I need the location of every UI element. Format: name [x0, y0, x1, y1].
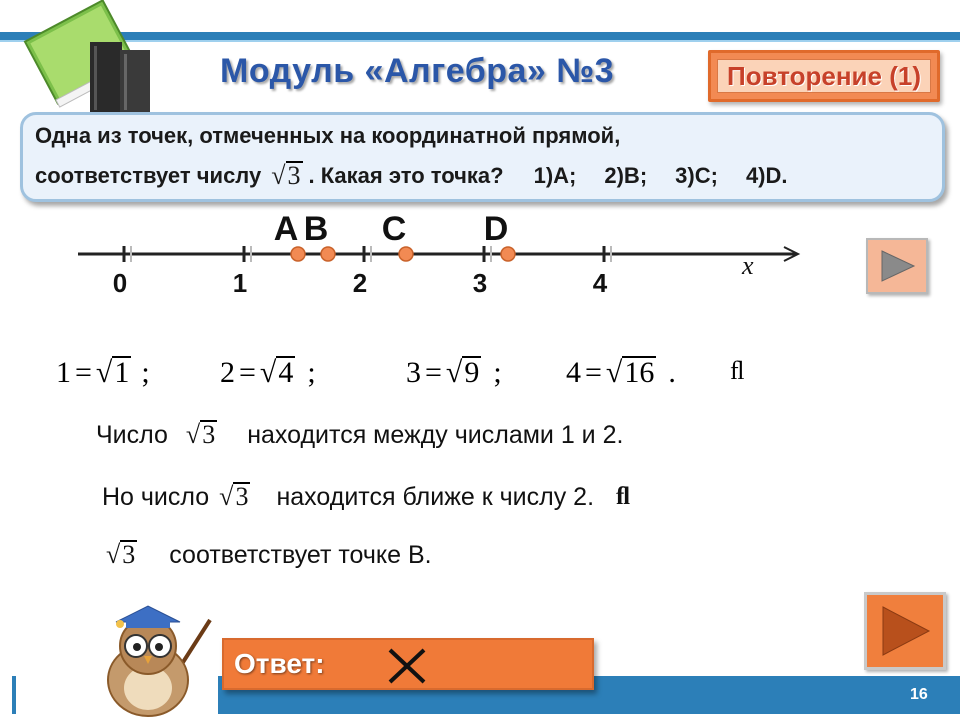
eq-radicand: 1	[114, 356, 130, 389]
sqrt-symbol: √ 3	[271, 161, 301, 190]
play-icon	[868, 240, 926, 292]
explanation-line-2: Но число √ 3 находится ближе к числу 2. ﬂ	[102, 482, 630, 511]
explanation-line-1: Число √ 3 находится между числами 1 и 2.	[96, 420, 624, 449]
equation-3: 3 = √ 9 ;	[406, 356, 502, 389]
next-button-small[interactable]	[866, 238, 928, 294]
answer-label: Ответ:	[234, 648, 325, 679]
next-button[interactable]	[864, 592, 946, 670]
eq-lhs: 4	[566, 356, 581, 389]
explanation-line-3: √ 3 соответствует точке В.	[106, 540, 432, 569]
question-box	[20, 112, 945, 202]
eq-sep: ;	[493, 356, 502, 389]
option-2[interactable]: 2)B;	[604, 163, 648, 188]
number-line	[0, 200, 820, 310]
point-c	[399, 247, 413, 261]
equation-1: 1 = √ 1 ;	[56, 356, 150, 389]
option-4[interactable]: 4)D.	[745, 163, 788, 188]
play-icon	[867, 595, 943, 667]
point-d	[501, 247, 515, 261]
cross-icon	[386, 646, 428, 686]
eq-sep: ;	[307, 356, 316, 389]
eq-lhs: 2	[220, 356, 235, 389]
radicand: 3	[235, 482, 249, 511]
point-label-b: B	[303, 210, 329, 248]
tick-label: 1	[232, 268, 248, 298]
point-label-a: A	[273, 210, 299, 248]
books-icon	[20, 0, 180, 115]
point-label-d: D	[483, 210, 509, 248]
point-label-c: C	[381, 210, 407, 248]
question-line-1: Одна из точек, отмеченных на координатной прямой,	[35, 123, 621, 148]
question-line-2	[35, 161, 788, 191]
mark-symbol: ﬂ	[730, 356, 745, 385]
question-text-pre: соответствует числу	[35, 163, 262, 188]
equation-4: 4 = √ 16 .	[566, 356, 676, 389]
page-number: 16	[910, 686, 928, 703]
equation-2: 2 = √ 4 ;	[220, 356, 316, 389]
radicand: 3	[287, 161, 301, 190]
badge-label: Повторение (1)	[727, 60, 921, 91]
point-b	[321, 247, 335, 261]
eq-lhs: 1	[56, 356, 71, 389]
eq-radicand: 9	[464, 356, 480, 389]
question-text-post: . Какая это точка?	[308, 163, 504, 188]
tick-label: 3	[472, 268, 488, 298]
explanation-text: находится ближе к числу 2.	[276, 482, 595, 511]
point-a	[291, 247, 305, 261]
explanation-text: Число	[96, 420, 168, 449]
radicand: 3	[122, 540, 136, 569]
explanation-text: находится между числами 1 и 2.	[247, 420, 624, 449]
mark-symbol: ﬂ	[616, 483, 630, 510]
answer-box[interactable]	[222, 638, 594, 690]
explanation-text: соответствует точке В.	[169, 540, 432, 569]
eq-lhs: 3	[406, 356, 421, 389]
option-3[interactable]: 3)C;	[675, 163, 718, 188]
page-title: Модуль «Алгебра» №3	[220, 52, 615, 90]
eq-sep: ;	[141, 356, 150, 389]
radicand: 3	[202, 420, 216, 449]
footer-accent	[12, 676, 16, 714]
eq-sep: .	[668, 356, 676, 389]
axis-label: x	[742, 251, 754, 280]
tick-label: 2	[352, 268, 368, 298]
explanation-text: Но число	[102, 482, 210, 511]
tick-label: 4	[592, 268, 608, 298]
option-1[interactable]: 1)A;	[533, 163, 577, 188]
repetition-badge[interactable]	[708, 50, 940, 102]
tick-label: 0	[112, 268, 128, 298]
eq-radicand: 16	[624, 356, 655, 389]
owl-mascot-icon	[92, 600, 222, 718]
eq-radicand: 4	[278, 356, 294, 389]
